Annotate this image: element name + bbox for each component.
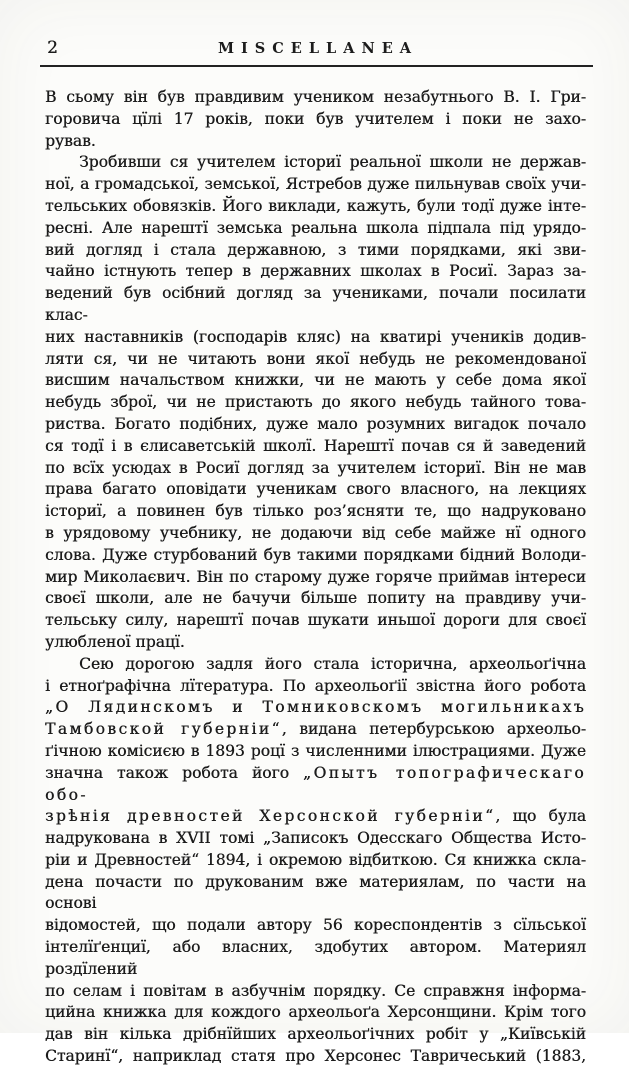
text-line — [45, 370, 586, 392]
text-segment: значна також робота його — [45, 763, 304, 782]
text-segment: по селам і повітам в азбучнім порядку. Се справжня інформа- — [45, 981, 586, 1000]
text-segment: Зробивши ся учителем істориї реальної школи не держав- — [79, 153, 586, 172]
text-segment: слова. Дуже стурбований був такими порядками бідний Володи- — [45, 545, 586, 564]
text-segment: чайно істнують тепер в державних школах в Росиї. Зараз за- — [45, 262, 586, 281]
text-line — [45, 1002, 586, 1024]
text-line — [45, 1024, 586, 1046]
text-line — [45, 152, 586, 174]
text-segment: надрукована в XVII томі „Записокъ Одесскаго Общества Исто- — [45, 829, 586, 848]
text-line — [45, 741, 586, 763]
text-line — [45, 806, 586, 828]
text-segment: ної, а громадської, земської, Ястребов дуже пильнував своїх учи- — [45, 175, 586, 194]
paragraph — [45, 87, 586, 152]
text-line — [45, 196, 586, 218]
page-body — [45, 87, 586, 1068]
text-segment: тельських обовязків. Його виклади, кажуть, були тодї дуже інте- — [45, 196, 586, 215]
text-segment: дав він кілька дрібнїйших археольоґічних робіт у „Київській — [45, 1025, 586, 1044]
text-segment: ляти ся, чи не читають вони якої небудь не рекомендованої — [45, 349, 586, 368]
text-segment: рував. — [45, 131, 96, 150]
text-line — [45, 850, 586, 872]
text-line — [45, 828, 586, 850]
header-rule — [40, 65, 593, 67]
text-line — [45, 676, 586, 698]
running-title: MISCELLANEA — [217, 40, 419, 57]
text-line — [45, 981, 586, 1003]
text-line — [45, 654, 586, 676]
text-line — [45, 283, 586, 327]
text-line — [45, 240, 586, 262]
text-segment: небудь зброї, чи не пристають до якого небудь тайного това- — [45, 393, 586, 412]
text-line — [45, 479, 586, 501]
page-number: 2 — [47, 38, 58, 58]
text-segment: інтелїґенциї, або власних, здобутих автором. Материял роздїлений — [45, 938, 586, 978]
text-segment: цийна книжка для кождого археольоґа Херсонщини. Крім того — [45, 1003, 586, 1022]
text-line — [45, 872, 586, 916]
text-line — [45, 261, 586, 283]
text-segment: ся тодї і в єлисаветській школї. Нарештї почав ся й заведений — [45, 436, 586, 455]
text-line — [45, 501, 586, 523]
text-line — [45, 632, 586, 654]
text-segment: істориї, а повинен був тілько роз’ясняти те, що надруковано — [45, 502, 586, 521]
text-line — [45, 937, 586, 981]
text-line — [45, 545, 586, 567]
text-line — [45, 174, 586, 196]
paragraph — [45, 152, 586, 653]
text-line — [45, 523, 586, 545]
text-segment: , що була — [495, 807, 586, 826]
text-segment: висшим начальством книжки, чи не мають у себе дома якої — [45, 371, 586, 390]
text-segment: , видана петербурською археольо- — [281, 720, 586, 739]
text-line — [45, 588, 586, 610]
text-segment: горовича цїлі 17 років, поки був учителем і поки не захо- — [45, 109, 586, 128]
text-line — [45, 697, 586, 719]
text-line — [45, 1046, 586, 1068]
text-line — [45, 109, 586, 131]
text-line — [45, 719, 586, 741]
text-segment: тельську силу, нарештї почав шукати иньшої дороги для своєї — [45, 611, 586, 630]
text-line — [45, 131, 586, 153]
text-segment: по всїх усюдах в Росиї догляд за учителем істориї. Він не мав — [45, 458, 586, 477]
text-segment: в урядовому учебнику, не додаючи від себе майже нї одного — [45, 523, 586, 542]
text-segment: Старинї“, наприклад статя про Херсонес Тавричеський (1883, — [45, 1047, 586, 1066]
text-line — [45, 610, 586, 632]
text-line — [45, 218, 586, 240]
letterspaced-title-segment: „О Лядинскомъ и Томниковскомъ могильникахъ — [45, 698, 586, 717]
text-segment: ресні. Але нарештї земська реальна школа підпала під урядо- — [45, 218, 586, 237]
letterspaced-title-segment: „Опытъ топографическаго обо- — [45, 763, 587, 804]
text-segment: відомостей, що подали автору 56 кореспондентів з сїльської — [45, 916, 586, 935]
text-segment: і етноґрафічна лїтература. По археольоґії звістна його робота — [45, 676, 586, 695]
letterspaced-title-segment: зрѣнія древностей Херсонской губерніи“ — [45, 807, 496, 826]
text-segment: ведений був осібний догляд за учениками, почали посилати клас- — [45, 284, 586, 324]
text-segment: В сьому він був правдивим учеником незабутнього В. І. Гри- — [45, 88, 586, 106]
text-line — [45, 436, 586, 458]
paragraph — [45, 654, 586, 1068]
text-segment: вий догляд і стала державною, з тими порядками, які зви- — [45, 240, 586, 259]
letterspaced-title-segment: Тамбовской губерніи“ — [45, 720, 282, 739]
text-line — [45, 458, 586, 480]
text-segment: дена почасти по друкованим вже материялам, по части на основі — [45, 872, 586, 913]
text-segment: права багато оповідати ученикам свого власного, на лекциях — [45, 480, 586, 499]
text-line — [45, 349, 586, 371]
text-line — [45, 87, 586, 109]
text-line — [45, 414, 586, 436]
text-segment: ріи и Древностей“ 1894, і окремою відбиткою. Ся книжка скла- — [45, 850, 586, 869]
text-line — [45, 327, 586, 349]
text-line — [45, 763, 586, 807]
text-segment: своєї школи, але не бачучи більше попиту на правдиву учи- — [45, 589, 586, 608]
text-line — [45, 915, 586, 937]
text-segment: риства. Богато подібних, дуже мало розумних вигадок почало — [45, 414, 586, 433]
text-segment: них наставників (господарів кляс) на кватирі учеників додив- — [45, 327, 586, 346]
text-segment: улюбленої працї. — [45, 632, 185, 651]
text-segment: мир Миколаєвич. Він по старому дуже горяче приймав інтереси — [45, 567, 586, 586]
text-line — [45, 392, 586, 414]
text-line — [45, 567, 586, 589]
text-segment: Сею дорогою задля його стала історична, археольоґічна — [79, 654, 586, 673]
text-segment: ґічною комісиєю в 1893 роцї з численними ілюстрациями. Дуже — [45, 741, 586, 760]
